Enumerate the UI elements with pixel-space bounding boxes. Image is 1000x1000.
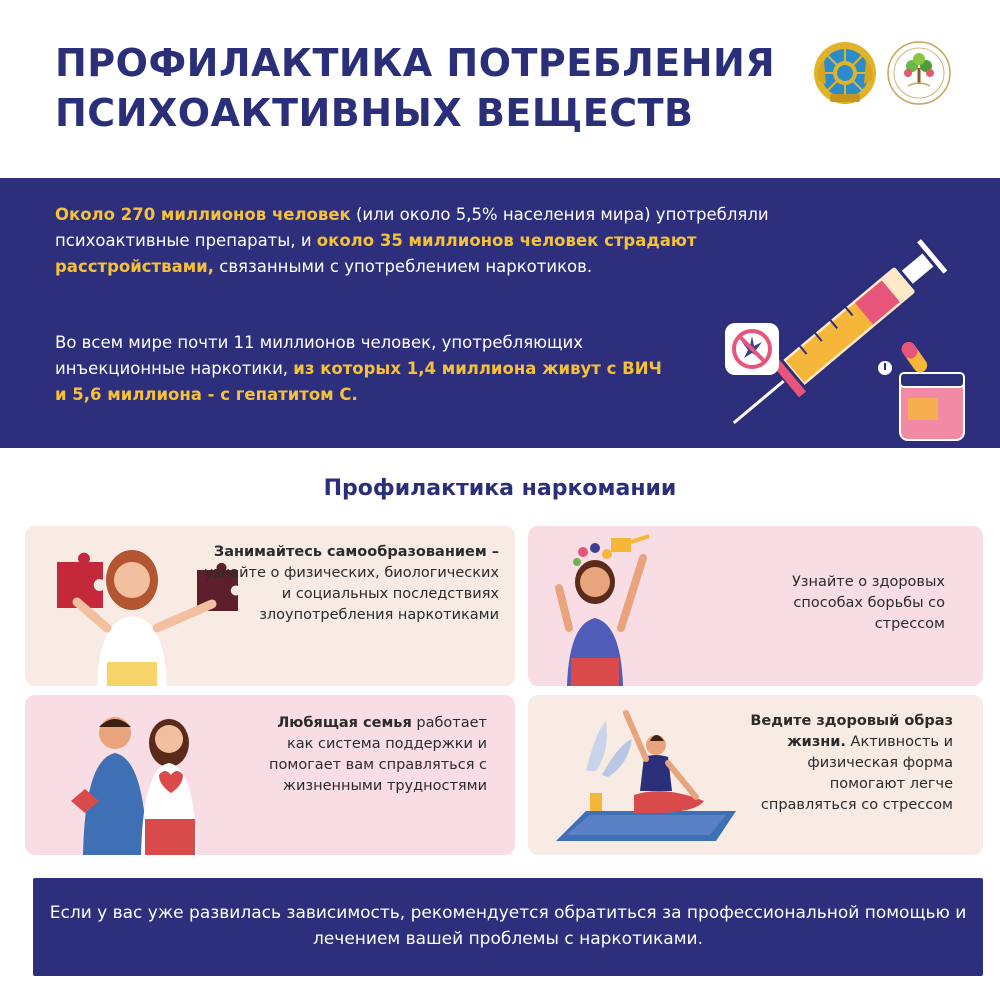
stats-highlight: около 35 миллионов человек страдают расстройствами,	[55, 231, 697, 276]
card-bold-text: Ведите здоровый образ жизни.	[750, 713, 953, 750]
card-loving-family	[25, 695, 515, 855]
family-hug-illustration	[65, 709, 225, 855]
footer-band	[33, 878, 983, 976]
card-self-education	[25, 526, 515, 686]
card-bold-text: Занимайтесь самообразованием –	[213, 544, 499, 560]
page-title-line-1: ПРОФИЛАКТИКА ПОТРЕБЛЕНИЯ	[55, 41, 776, 85]
card-text	[257, 713, 487, 797]
card-bold-text: Любящая семья	[277, 715, 412, 731]
card-text	[743, 711, 953, 816]
card-text	[745, 572, 945, 635]
card-body-text: Узнайте о здоровых способах борьбы со стрессом	[791, 574, 945, 632]
state-emblem-logo	[812, 40, 878, 106]
woman-flowers-illustration	[533, 528, 663, 686]
stats-text: (или около 5,5% населения мира) употребляли психоактивные препараты, и	[55, 205, 769, 250]
page-title-line-2: ПСИХОАКТИВНЫХ ВЕЩЕСТВ	[55, 91, 694, 135]
yoga-woman-illustration	[546, 701, 746, 851]
card-stress-coping	[528, 526, 983, 686]
stats-highlight: Около 270 миллионов человек	[55, 205, 351, 224]
card-body-text: узнайте о физических, биологических и социальных последствиях злоупотребления наркотиками	[204, 565, 499, 623]
syringe-illustration	[720, 208, 980, 448]
stats-band	[0, 178, 1000, 448]
pill-jar-icon	[899, 339, 964, 440]
page-title	[55, 38, 775, 138]
stats-text: Во всем мире почти 11 миллионов человек, употребляющих инъекционные наркотики,	[55, 333, 584, 378]
stats-paragraph-1	[55, 202, 795, 280]
stats-text: связанными с употреблением наркотиков.	[214, 257, 593, 276]
stats-highlight: из которых 1,4 миллиона живут с ВИЧ и 5,6 миллиона - с гепатитом С.	[55, 359, 662, 404]
card-body-text: Активность и физическая форма помогают легче справляться со стрессом	[760, 734, 953, 813]
section-title: Профилактика наркомании	[323, 476, 677, 501]
no-drugs-icon	[725, 323, 779, 375]
card-text	[199, 542, 499, 626]
health-center-logo	[886, 40, 952, 106]
stats-paragraph-2	[55, 330, 675, 408]
footer-text: Если у вас уже развилась зависимость, рекомендуется обратиться за профессиональной помощью и лечением вашей проблемы с наркотиками.	[49, 903, 967, 949]
card-body-text: работает как система поддержки и помогает вам справляться с жизненными трудностями	[269, 715, 487, 794]
card-healthy-lifestyle	[528, 695, 983, 855]
